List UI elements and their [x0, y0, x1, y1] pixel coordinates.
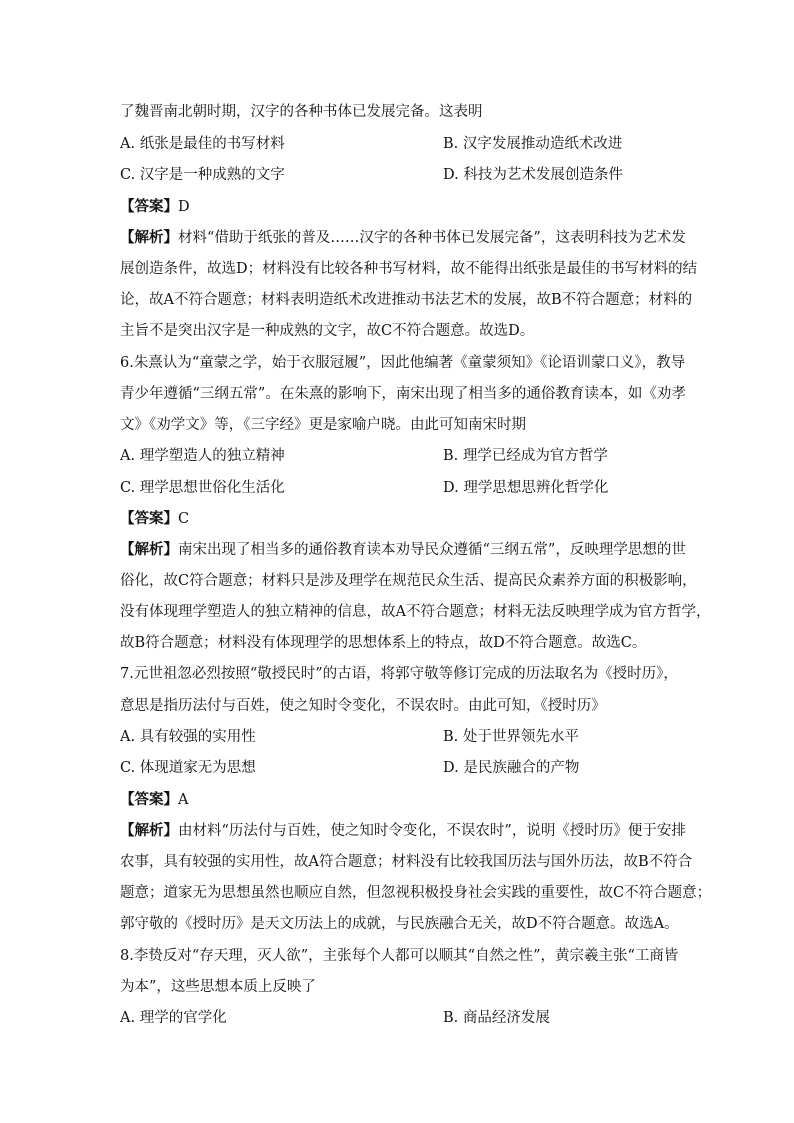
explanation-label: 【解析】 — [120, 822, 178, 839]
q6-option-d: D. 理学思想思辨化哲学化 — [443, 480, 609, 496]
answer-value: C — [178, 511, 190, 527]
q6-stem-line-1: 6.朱熹认为“童蒙之学，始于衣服冠履”，因此他编著《童蒙须知》《论语训蒙口义》，教导 — [120, 355, 686, 371]
explanation-text: 南宋出现了相当多的通俗教育读本劝导民众遵循“三纲五常”，反映理学思想的世 — [178, 542, 686, 558]
explanation-label: 【解析】 — [120, 229, 178, 246]
q7-option-b: B. 处于世界领先水平 — [443, 729, 579, 745]
q6-answer — [120, 509, 680, 529]
q7-answer — [120, 790, 680, 810]
answer-value: D — [178, 199, 190, 215]
explanation-text: 材料“借助于纸张的普及……汉字的各种书体已发展完备”，这表明科技为艺术发 — [178, 230, 686, 246]
explanation-label: 【解析】 — [120, 541, 178, 558]
answer-label: 【答案】 — [120, 791, 178, 808]
q8-stem-line-1: 8.李贽反对“存天理，灭人欲”，主张每个人都可以顺其“自然之性”，黄宗羲主张“工商皆 — [120, 948, 679, 964]
q7-explanation-line-1 — [120, 821, 686, 841]
q8-option-b: B. 商品经济发展 — [443, 1010, 550, 1026]
q7-option-c: C. 体现道家无为思想 — [120, 760, 256, 776]
q6-explanation-line-1 — [120, 540, 686, 560]
q6-stem-line-3: 文》《劝学文》等，《三字经》更是家喻户晓。由此可知南宋时期 — [120, 417, 526, 433]
q8-option-a: A. 理学的官学化 — [120, 1010, 227, 1026]
explanation-text: 由材料“历法付与百姓，使之知时令变化，不误农时”，说明《授时历》便于安排 — [178, 823, 686, 839]
q6-explanation-line-3: 没有体现理学塑造人的独立精神的信息，故A不符合题意；材料无法反映理学成为官方哲学， — [120, 604, 711, 620]
q5-option-b: B. 汉字发展推动造纸术改进 — [443, 136, 623, 152]
q5-option-d: D. 科技为艺术发展创造条件 — [443, 167, 623, 183]
q5-explanation-line-3: 论，故A不符合题意；材料表明造纸术改进推动书法艺术的发展，故B不符合题意；材料的 — [120, 292, 693, 308]
answer-label: 【答案】 — [120, 510, 178, 527]
q7-explanation-line-4: 郭守敬的《授时历》是天文历法上的成就，与民族融合无关，故D不符合题意。故选A。 — [120, 916, 679, 932]
q5-option-a: A. 纸张是最佳的书写材料 — [120, 136, 285, 152]
q7-stem-line-1: 7.元世祖忽必烈按照“敬授民时”的古语，将郭守敬等修订完成的历法取名为《授时历》， — [120, 666, 678, 682]
q7-stem-line-2: 意思是指历法付与百姓，使之知时令变化，不误农时。由此可知，《授时历》 — [120, 698, 606, 714]
q6-option-b: B. 理学已经成为官方哲学 — [443, 448, 608, 464]
q5-explanation-line-2: 展创造条件，故选D；材料没有比较各种书写材料，故不能得出纸张是最佳的书写材料的结 — [120, 261, 698, 277]
answer-value: A — [178, 792, 189, 808]
q5-explanation-line-4: 主旨不是突出汉字是一种成熟的文字，故C不符合题意。故选D。 — [120, 323, 535, 339]
q7-explanation-line-2: 农事，具有较强的实用性，故A符合题意；材料没有比较我国历法与国外历法，故B不符合 — [120, 854, 693, 870]
question-stem-tail: 了魏晋南北朝时期，汉字的各种书体已发展完备。这表明 — [120, 104, 483, 120]
answer-label: 【答案】 — [120, 198, 178, 215]
q7-option-d: D. 是民族融合的产物 — [443, 760, 580, 776]
q6-stem-line-2: 青少年遵循“三纲五常”。在朱熹的影响下，南宋出现了相当多的通俗教育读本，如《劝孝 — [120, 386, 686, 402]
q6-explanation-line-4: 故B符合题意；材料没有体现理学的思想体系上的特点，故D不符合题意。故选C。 — [120, 635, 647, 651]
q5-answer — [120, 197, 680, 217]
q6-option-c: C. 理学思想世俗化生活化 — [120, 480, 285, 496]
q6-explanation-line-2: 俗化，故C符合题意；材料只是涉及理学在规范民众生活、提高民众素养方面的积极影响， — [120, 573, 697, 589]
q6-option-a: A. 理学塑造人的独立精神 — [120, 448, 285, 464]
q5-option-c: C. 汉字是一种成熟的文字 — [120, 167, 285, 183]
q5-explanation-line-1 — [120, 228, 686, 248]
q7-explanation-line-3: 题意；道家无为思想虽然也顺应自然，但忽视积极投身社会实践的重要性，故C不符合题意； — [120, 885, 712, 901]
q8-stem-line-2: 为本”，这些思想本质上反映了 — [120, 979, 316, 995]
q7-option-a: A. 具有较强的实用性 — [120, 729, 256, 745]
